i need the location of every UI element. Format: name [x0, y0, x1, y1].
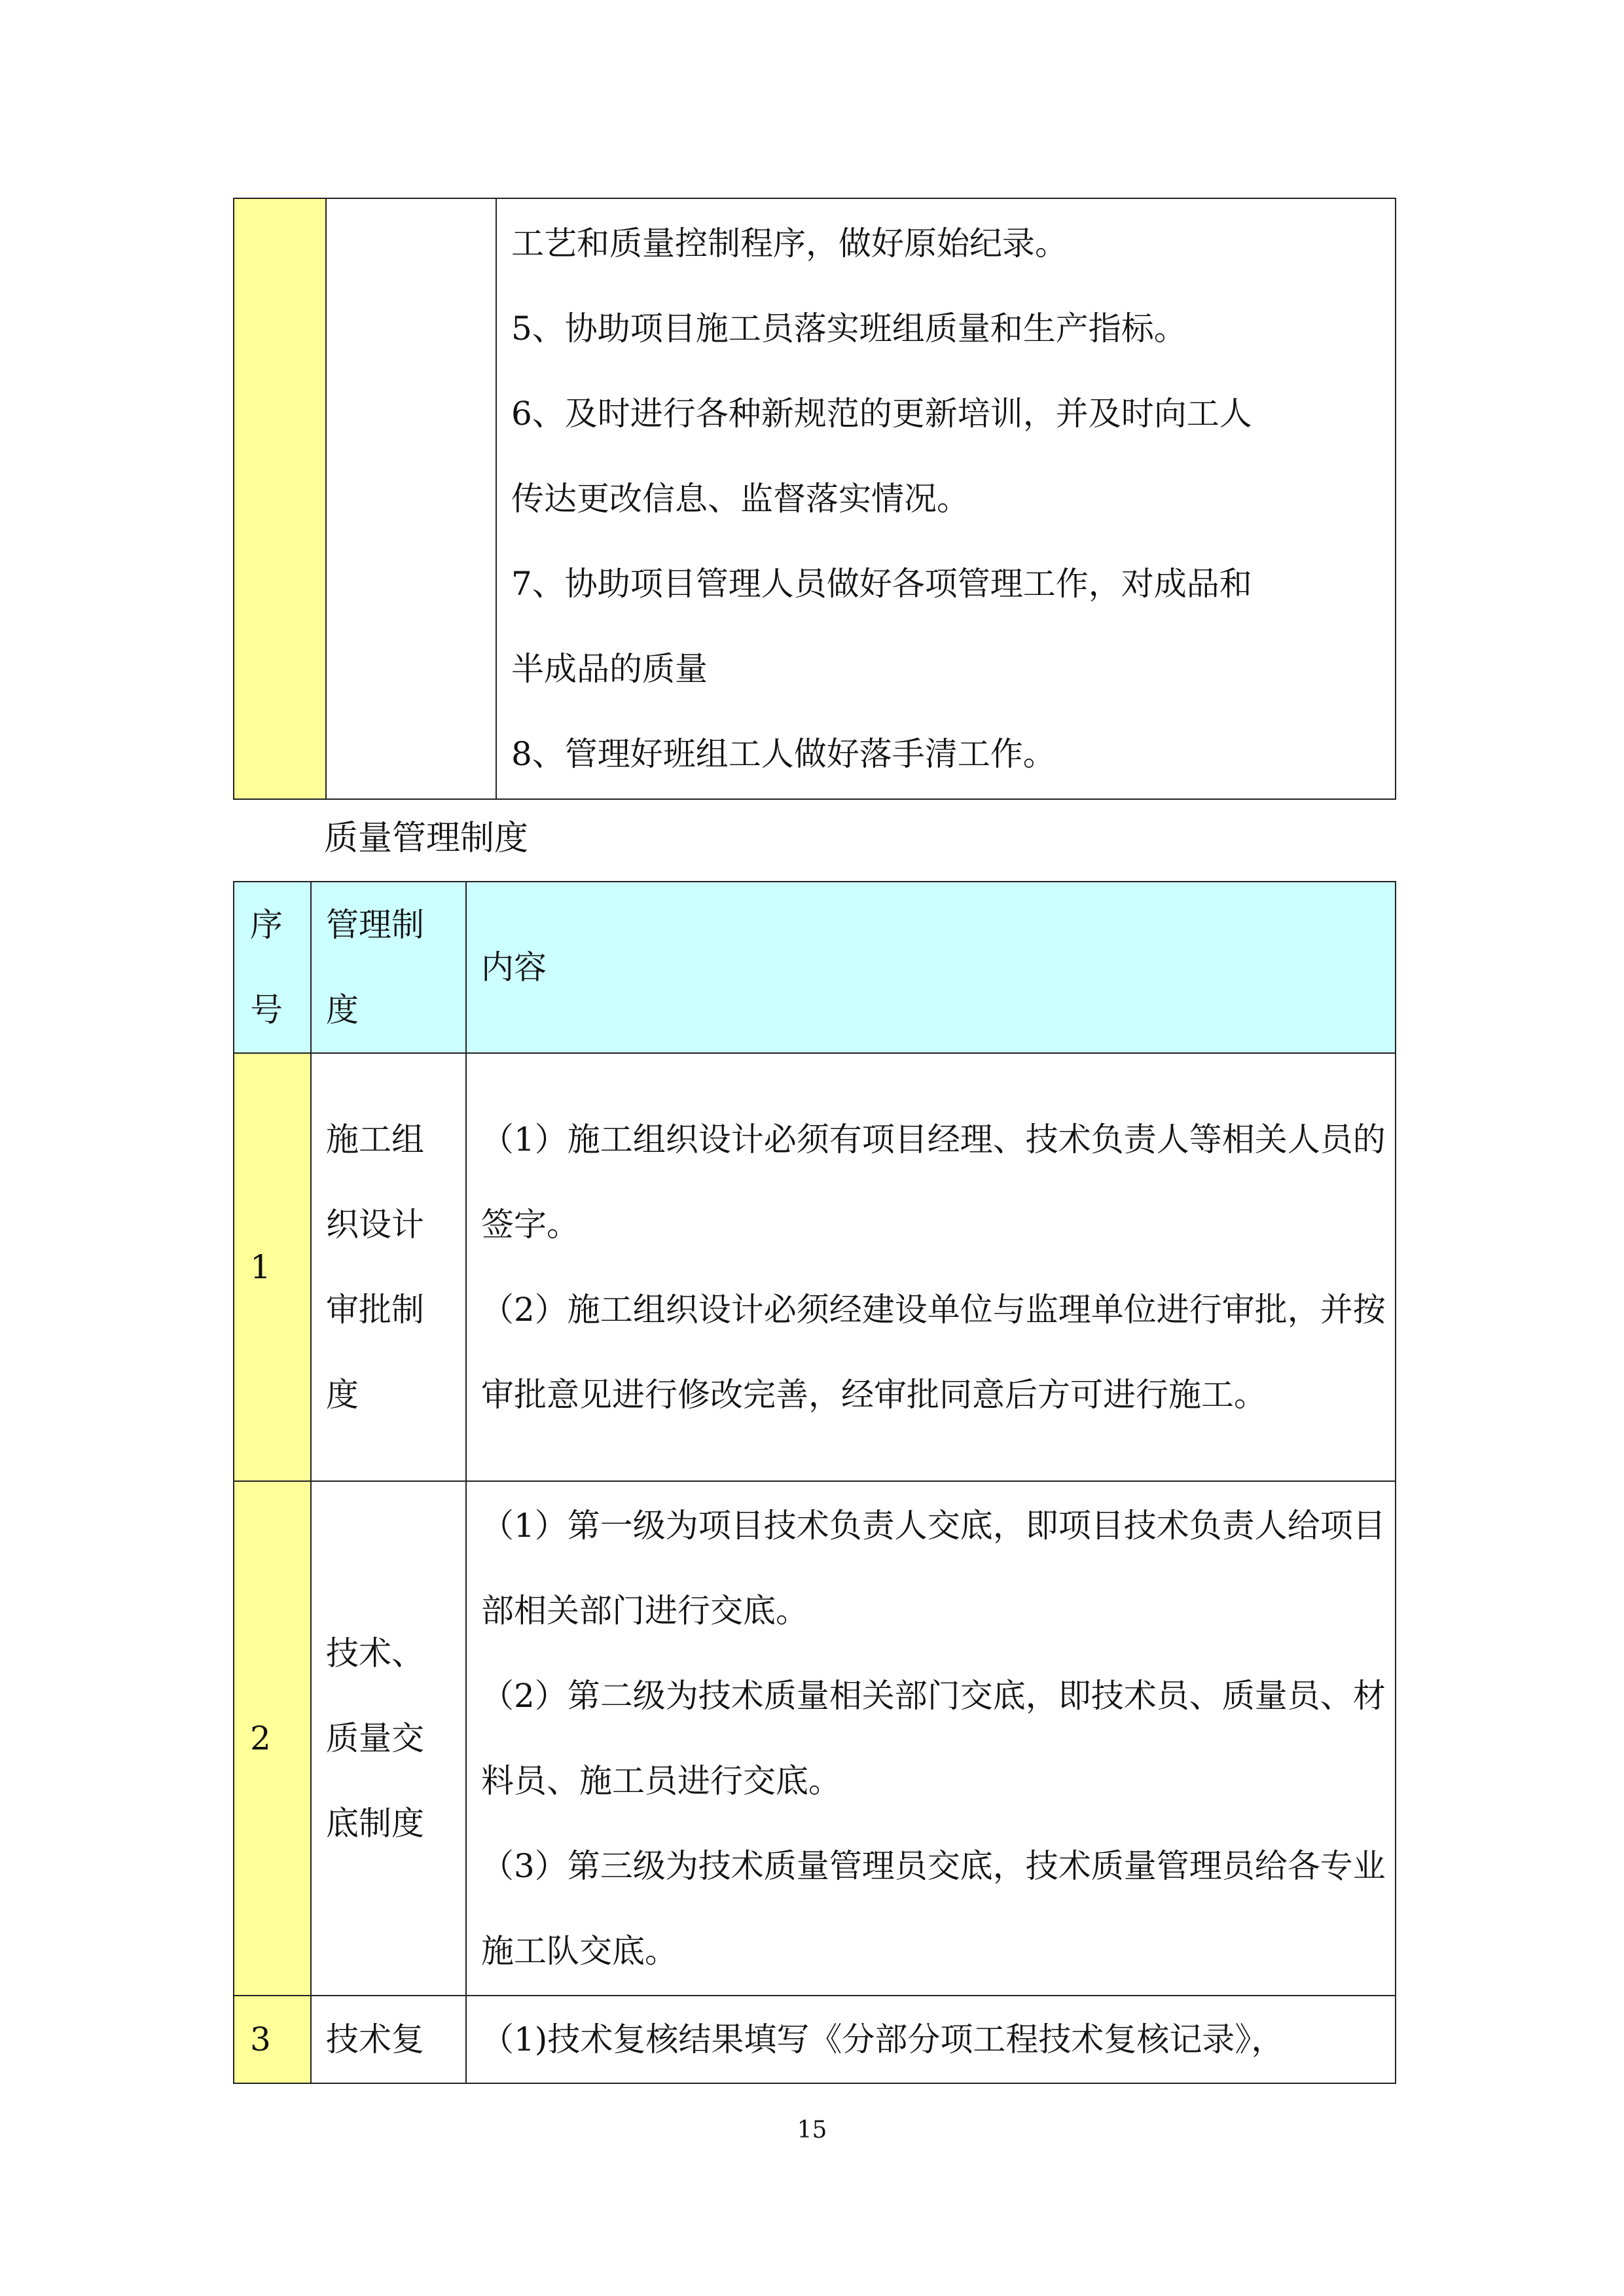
responsibility-table-continuation [233, 198, 1396, 800]
table-header-row [234, 882, 1396, 1053]
table-row [234, 1053, 1396, 1481]
row-system: 施工组织设计审批制度 [311, 1053, 466, 1481]
num-cell [234, 198, 326, 799]
row-system: 技术、质量交底制度 [311, 1481, 466, 1996]
quality-management-table [233, 881, 1396, 2084]
content-paragraph: （1）第一级为项目技术负责人交底，即项目技术负责人给项目部相关部门进行交底。 [481, 1507, 1386, 1630]
duty-line: 8、管理好班组工人做好落手清工作。 [511, 735, 1056, 773]
row-system: 技术复 [311, 1996, 466, 2083]
role-cell [326, 198, 496, 799]
content-paragraph: （2）第二级为技术质量相关部门交底，即技术员、质量员、材料员、施工员进行交底。 [481, 1677, 1386, 1800]
content-paragraph: （1）施工组织设计必须有项目经理、技术负责人等相关人员的签字。 [481, 1121, 1386, 1244]
row-content [466, 1481, 1396, 1996]
duty-line: 5、协助项目施工员落实班组质量和生产指标。 [511, 310, 1187, 348]
content-paragraph: （1)技术复核结果填写《分部分项工程技术复核记录》， [481, 2020, 1284, 2058]
page-number: 15 [797, 2117, 827, 2144]
duty-line: 工艺和质量控制程序，做好原始纪录。 [511, 224, 1068, 262]
header-content: 内容 [466, 882, 1396, 1053]
duty-line: 传达更改信息、监督落实情况。 [511, 480, 969, 518]
duty-line: 7、协助项目管理人员做好各项管理工作，对成品和 [511, 565, 1252, 603]
header-num: 序号 [234, 882, 311, 1053]
header-system: 管理制度 [311, 882, 466, 1053]
row-content [466, 1053, 1396, 1481]
row-num: 2 [234, 1481, 311, 1996]
content-paragraph: （3）第三级为技术质量管理员交底，技术质量管理员给各专业施工队交底。 [481, 1847, 1386, 1970]
table-row [234, 1996, 1396, 2083]
table-row [234, 1481, 1396, 1996]
row-num: 1 [234, 1053, 311, 1481]
content-paragraph: （2）施工组织设计必须经建设单位与监理单位进行审批，并按审批意见进行修改完善，经审批同意后方可进行施工。 [481, 1291, 1386, 1414]
duty-line: 6、及时进行各种新规范的更新培训，并及时向工人 [511, 395, 1252, 433]
duty-content-cell [496, 198, 1396, 799]
section-heading: 质量管理制度 [324, 819, 529, 858]
row-num: 3 [234, 1996, 311, 2083]
row-content [466, 1996, 1396, 2083]
duty-line: 半成品的质量 [511, 650, 708, 688]
